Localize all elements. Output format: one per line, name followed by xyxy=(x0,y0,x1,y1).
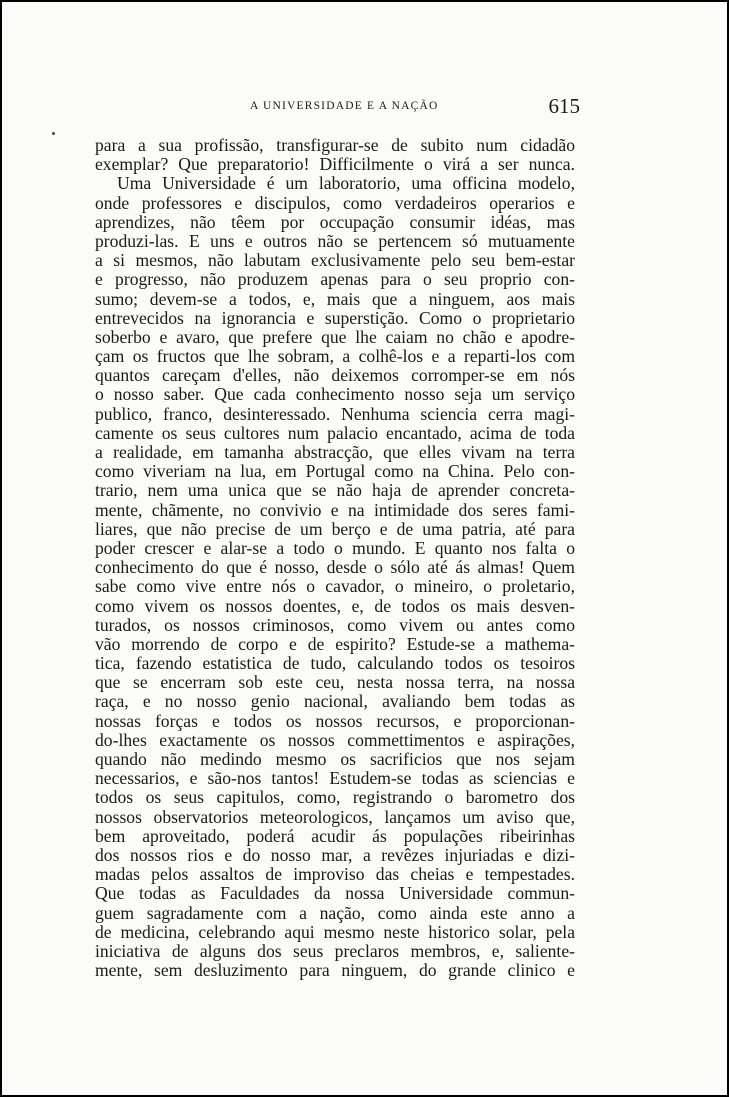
text-line: iniciativa de alguns dos seus preclaros membros, e, saliente- xyxy=(95,940,575,961)
text-line: necessarios, e são-nos tantos! Estudem-se todas as sciencias e xyxy=(95,768,575,789)
text-line: e progresso, não produzem apenas para o seu proprio con- xyxy=(95,269,575,290)
text-line: de medicina, celebrando aqui mesmo neste historico solar, pela xyxy=(95,921,575,942)
text-line: a si mesmos, não labutam exclusivamente pelo seu bem-estar xyxy=(95,250,575,271)
text-line: çam os fructos que lhe sobram, a colhê-los e a reparti-los com xyxy=(95,346,575,367)
text-line: mente, sem desluzimento para ninguem, do grande clinico e xyxy=(95,960,575,981)
text-line: dos nossos rios e do nosso mar, a revêzes injuriadas e dizi- xyxy=(95,844,575,865)
book-page xyxy=(95,94,580,981)
text-line: guem sagradamente com a nação, como ainda este anno a xyxy=(95,902,575,923)
text-line: liares, que não precise de um berço e de uma patria, até para xyxy=(95,518,575,539)
text-line: madas pelos assaltos de improviso das cheias e tempestades. xyxy=(95,864,575,885)
text-line: Uma Universidade é um laboratorio, uma officina modelo, xyxy=(117,173,575,194)
text-line: para a sua profissão, transfigurar-se de subito num cidadão xyxy=(95,135,575,155)
text-line: publico, franco, desinteressado. Nenhuma sciencia cerra magi- xyxy=(95,403,575,424)
ink-speck xyxy=(52,132,55,135)
running-head xyxy=(95,94,580,124)
text-line: nossas forças e todos os nossos recursos, e proporcionan- xyxy=(95,710,575,731)
text-line: como vivem os nossos doentes, e, de todos os mais desven- xyxy=(95,595,575,616)
text-line: nossos observatorios meteorologicos, lançamos um aviso que, xyxy=(95,806,575,827)
text-line: poder crescer e alar-se a todo o mundo. E quanto nos falta o xyxy=(95,537,575,558)
text-line: produzi-las. E uns e outros não se pertencem só mutuamente xyxy=(95,230,575,251)
text-line: aprendizes, não têem por occupação consumir idéas, mas xyxy=(95,211,575,232)
text-line: trario, nem uma unica que se não haja de aprender concreta- xyxy=(95,480,575,501)
text-line: turados, os nossos criminosos, como vivem ou antes como xyxy=(95,614,575,635)
text-line: bem aproveitado, poderá acudir ás populações ribeirinhas xyxy=(95,825,575,846)
page-number: 615 xyxy=(548,94,580,118)
text-line: Que todas as Faculdades da nossa Universidade commun- xyxy=(95,883,575,904)
text-line: o nosso saber. Que cada conhecimento nosso seja um serviço xyxy=(95,384,575,405)
text-line: sabe como vive entre nós o cavador, o mineiro, o proletario, xyxy=(95,576,575,597)
text-line: do-lhes exactamente os nossos commettimentos e aspirações, xyxy=(95,729,575,750)
text-line: conhecimento do que é nosso, desde o sólo até ás almas! Quem xyxy=(95,557,575,578)
text-line: entrevecidos na ignorancia e superstição. Como o proprietario xyxy=(95,307,575,328)
running-title: A UNIVERSIDADE E A NAÇÃO xyxy=(250,100,439,112)
text-line: exemplar? Que preparatorio! Difficilmente o virá a ser nunca. xyxy=(95,154,575,175)
text-line: vão morrendo de corpo e de espirito? Estude-se a mathema- xyxy=(95,633,575,654)
text-line: camente os seus cultores num palacio encantado, acima de toda xyxy=(95,422,575,443)
text-line: sumo; devem-se a todos, e, mais que a ninguem, aos mais xyxy=(95,288,575,309)
text-line: onde professores e discipulos, como verdadeiros operarios e xyxy=(95,192,575,213)
text-line: que se encerram sob este ceu, nesta nossa terra, na nossa xyxy=(95,672,575,693)
text-line: todos os seus capitulos, como, registrando o barometro dos xyxy=(95,787,575,808)
text-line: raça, e no nosso genio nacional, avaliando bem todas as xyxy=(95,691,575,712)
text-line: quando não medindo mesmo os sacrificios que nos sejam xyxy=(95,749,575,769)
text-line: tica, fazendo estatistica de tudo, calculando todos os tesoiros xyxy=(95,653,575,674)
text-line: mente, chãmente, no convivio e na intimidade dos seres fami- xyxy=(95,499,575,520)
text-line: a realidade, em tamanha abstracção, que elles vivam na terra xyxy=(95,442,575,462)
text-line: como viveriam na lua, em Portugal como na China. Pelo con- xyxy=(95,461,575,482)
body-text xyxy=(95,136,575,980)
text-line: soberbo e avaro, que prefere que lhe caiam no chão e apodre- xyxy=(95,326,575,347)
text-line: quantos careçam d'elles, não deixemos corromper-se em nós xyxy=(95,365,575,386)
